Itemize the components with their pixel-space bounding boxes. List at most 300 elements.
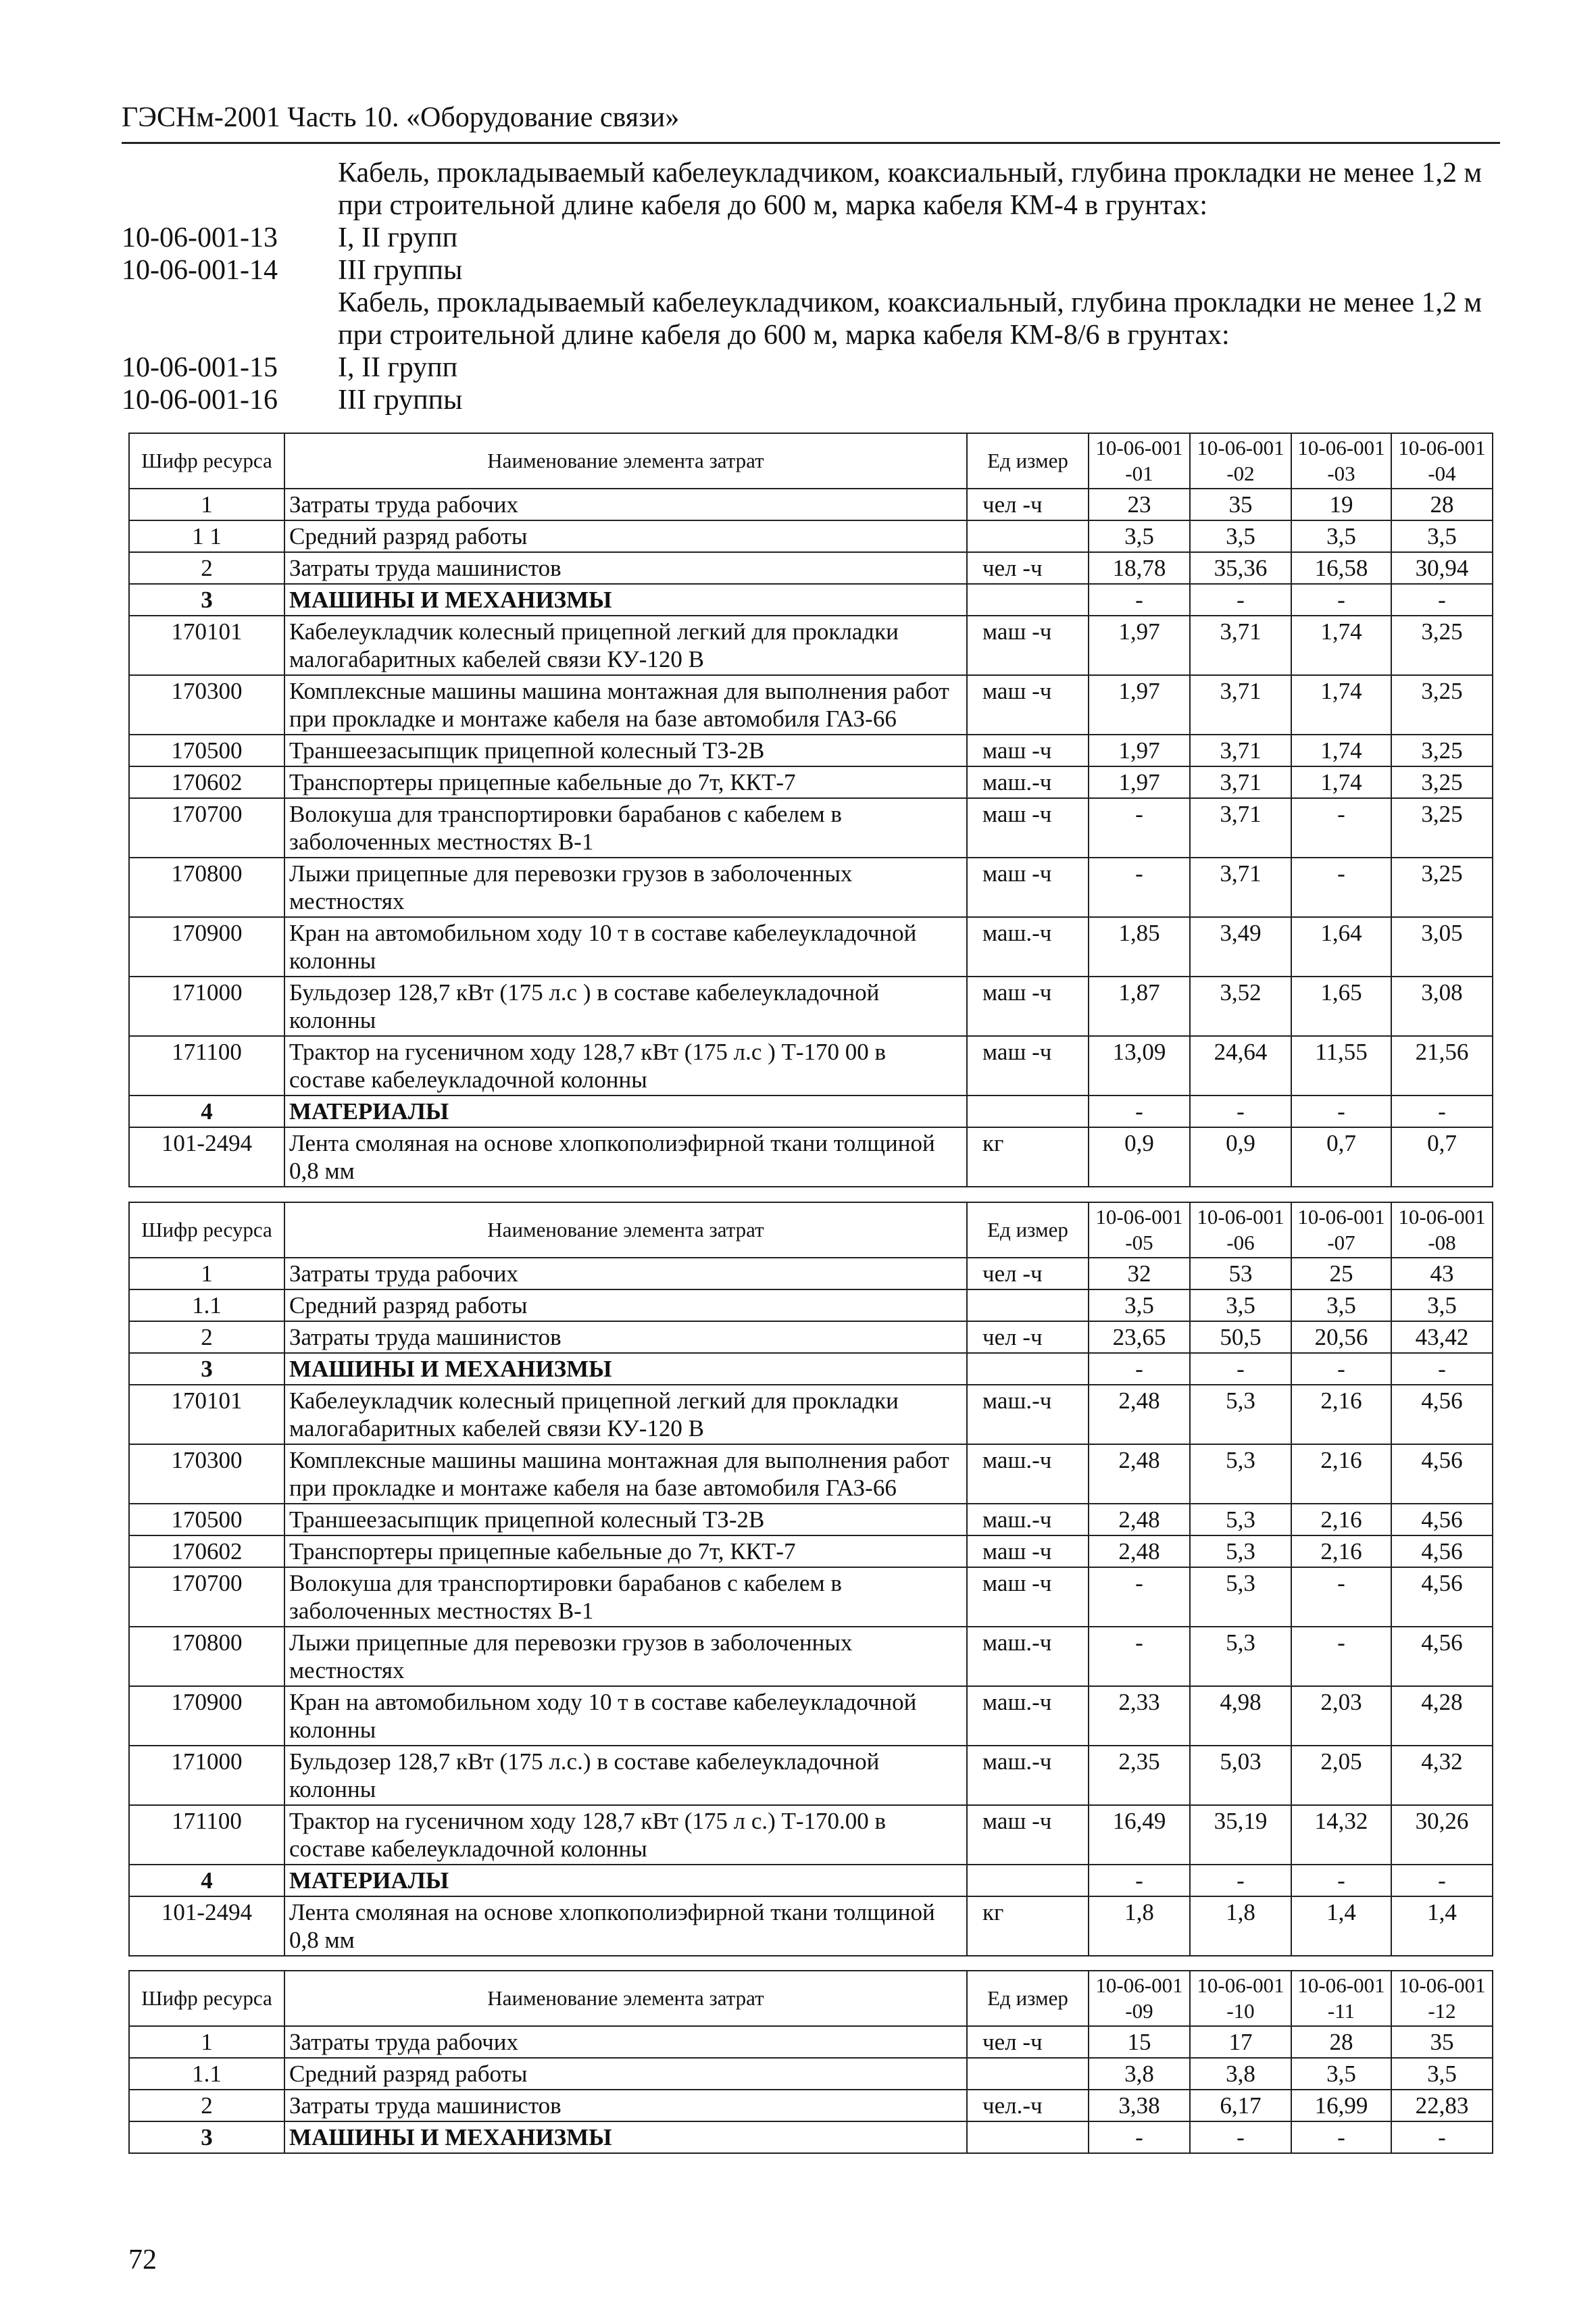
cell-name: Лыжи прицепные для перевозки грузов в заболоченных местностях	[284, 1627, 967, 1686]
cell-code: 170300	[129, 675, 284, 735]
header-norm-code: 10-06-001-02	[1190, 433, 1291, 489]
cell-value: 11,55	[1291, 1036, 1391, 1096]
cell-value: -	[1291, 1096, 1391, 1127]
header-norm-code: 10-06-001-11	[1291, 1971, 1391, 2026]
cell-value: 3,52	[1190, 977, 1291, 1036]
cell-code: 171100	[129, 1805, 284, 1865]
cell-value: 3,5	[1391, 1289, 1493, 1321]
cell-value: -	[1089, 584, 1190, 616]
cell-code: 170500	[129, 1504, 284, 1535]
cell-value: -	[1391, 1353, 1493, 1385]
section-row	[129, 1096, 1493, 1127]
cell-value: 14,32	[1291, 1805, 1391, 1865]
cell-value: 1,4	[1291, 1896, 1391, 1956]
cell-value: -	[1391, 2121, 1493, 2153]
cell-name: Средний разряд работы	[284, 2058, 967, 2090]
cell-value: 3,5	[1190, 1289, 1291, 1321]
intro-text: Кабель, прокладываемый кабелеукладчиком, коаксиальный, глубина прокладки не менее 1,2 м при строительной длине кабеля до 600 м, марка кабеля КМ-4 в грунтах:	[338, 157, 1482, 221]
header-norm-code: 10-06-001-03	[1291, 433, 1391, 489]
cell-value: 35,36	[1190, 552, 1291, 584]
cell-value: 15	[1089, 2026, 1190, 2058]
cell-unit: маш.-ч	[967, 1385, 1089, 1444]
cell-name: Кабелеукладчик колесный прицепной легкий для прокладки малогабаритных кабелей связи КУ-120 В	[284, 616, 967, 675]
cell-name: МАТЕРИАЛЫ	[284, 1865, 967, 1896]
cell-value: 6,17	[1190, 2090, 1291, 2121]
cell-value: 3,5	[1291, 520, 1391, 552]
cell-value: 28	[1391, 489, 1493, 520]
header-norm-code: 10-06-001-09	[1089, 1971, 1190, 2026]
cell-code: 4	[129, 1096, 284, 1127]
cell-value: -	[1190, 2121, 1291, 2153]
cell-unit	[967, 1353, 1089, 1385]
cell-value: 1,65	[1291, 977, 1391, 1036]
cell-name: Кран на автомобильном ходу 10 т в составе кабелеукладочной колонны	[284, 1686, 967, 1746]
header-name: Наименование элемента затрат	[284, 1971, 967, 2026]
cell-unit: чел.-ч	[967, 2090, 1089, 2121]
cell-value: 4,98	[1190, 1686, 1291, 1746]
cell-unit	[967, 1096, 1089, 1127]
cell-value: 35,19	[1190, 1805, 1291, 1865]
cell-value: 3,5	[1391, 2058, 1493, 2090]
cell-unit: маш.-ч	[967, 1504, 1089, 1535]
table-row	[129, 1321, 1493, 1353]
cell-value: 2,16	[1291, 1535, 1391, 1567]
cell-value: 3,8	[1190, 2058, 1291, 2090]
cell-value: 32	[1089, 1258, 1190, 1289]
table-row	[129, 616, 1493, 675]
table-row	[129, 977, 1493, 1036]
cell-value: -	[1089, 1627, 1190, 1686]
cell-value: 0,9	[1190, 1127, 1291, 1187]
cell-value: 2,35	[1089, 1746, 1190, 1805]
cell-unit: маш.-ч	[967, 1686, 1089, 1746]
cell-code: 170101	[129, 1385, 284, 1444]
cell-value: 2,48	[1089, 1535, 1190, 1567]
cell-value: 1,87	[1089, 977, 1190, 1036]
cell-name: Средний разряд работы	[284, 1289, 967, 1321]
cell-value: -	[1291, 584, 1391, 616]
table-row	[129, 2026, 1493, 2058]
cell-value: 4,56	[1391, 1627, 1493, 1686]
cell-code: 170602	[129, 1535, 284, 1567]
cell-name: Комплексные машины машина монтажная для выполнения работ при прокладке и монтаже кабеля на базе автомобиля ГАЗ-66	[284, 675, 967, 735]
section-row	[129, 1865, 1493, 1896]
cell-unit: маш -ч	[967, 798, 1089, 858]
header-name: Наименование элемента затрат	[284, 433, 967, 489]
section-row	[129, 2121, 1493, 2153]
cell-name: Затраты труда рабочих	[284, 2026, 967, 2058]
table-row	[129, 917, 1493, 977]
table-header-row	[129, 433, 1493, 489]
cell-name: Затраты труда рабочих	[284, 1258, 967, 1289]
cell-value: 35	[1391, 2026, 1493, 2058]
cell-value: 3,25	[1391, 735, 1493, 766]
cell-unit	[967, 1289, 1089, 1321]
intro-text: III группы	[338, 255, 463, 286]
table-row	[129, 2090, 1493, 2121]
cell-name: Лента смоляная на основе хлопкополиэфирной ткани толщиной 0,8 мм	[284, 1127, 967, 1187]
intro-text: III группы	[338, 385, 463, 416]
cell-value: 2,48	[1089, 1504, 1190, 1535]
cell-value: 4,28	[1391, 1686, 1493, 1746]
cell-code: 3	[129, 1353, 284, 1385]
cell-value: 5,3	[1190, 1535, 1291, 1567]
cell-name: Траншеезасыпщик прицепной колесный ТЗ-2В	[284, 735, 967, 766]
cell-value: 13,09	[1089, 1036, 1190, 1096]
cell-name: МАТЕРИАЛЫ	[284, 1096, 967, 1127]
cell-name: Затраты труда машинистов	[284, 2090, 967, 2121]
cell-value: 2,16	[1291, 1385, 1391, 1444]
cell-value: 5,3	[1190, 1627, 1291, 1686]
cell-value: 1,97	[1089, 766, 1190, 798]
cell-code: 3	[129, 584, 284, 616]
cell-unit: маш.-ч	[967, 1746, 1089, 1805]
cell-value: -	[1291, 1353, 1391, 1385]
header-code: Шифр ресурса	[129, 433, 284, 489]
cell-name: Транспортеры прицепные кабельные до 7т, ККТ-7	[284, 1535, 967, 1567]
cell-value: 16,49	[1089, 1805, 1190, 1865]
cell-value: 1,8	[1190, 1896, 1291, 1956]
intro-code	[122, 157, 338, 222]
cell-unit: маш -ч	[967, 675, 1089, 735]
cell-value: 2,16	[1291, 1444, 1391, 1504]
table-row	[129, 1746, 1493, 1805]
table-row	[129, 798, 1493, 858]
cell-value: 3,38	[1089, 2090, 1190, 2121]
cell-value: 3,25	[1391, 616, 1493, 675]
cell-unit: чел -ч	[967, 489, 1089, 520]
cell-value: -	[1291, 798, 1391, 858]
cell-value: 3,25	[1391, 798, 1493, 858]
table-header-row	[129, 1202, 1493, 1258]
cell-code: 101-2494	[129, 1127, 284, 1187]
cell-unit: маш.-ч	[967, 917, 1089, 977]
cell-unit: маш -ч	[967, 1535, 1089, 1567]
cell-value: -	[1291, 1627, 1391, 1686]
section-row	[129, 584, 1493, 616]
cell-code: 2	[129, 2090, 284, 2121]
table-row	[129, 1504, 1493, 1535]
header-norm-code: 10-06-001-04	[1391, 433, 1493, 489]
cell-value: 3,8	[1089, 2058, 1190, 2090]
header-norm-code: 10-06-001-10	[1190, 1971, 1291, 2026]
cell-value: 4,56	[1391, 1444, 1493, 1504]
cell-value: 3,5	[1291, 1289, 1391, 1321]
intro-line	[122, 222, 1507, 254]
header-code: Шифр ресурса	[129, 1971, 284, 2026]
cell-unit: кг	[967, 1127, 1089, 1187]
intro-text: Кабель, прокладываемый кабелеукладчиком, коаксиальный, глубина прокладки не менее 1,2 м при строительной длине кабеля до 600 м, марка кабеля КМ-8/6 в грунтах:	[338, 287, 1482, 351]
cell-name: Трактор на гусеничном ходу 128,7 кВт (175 л с.) Т-170.00 в составе кабелеукладочной колонны	[284, 1805, 967, 1865]
cell-value: 3,71	[1190, 675, 1291, 735]
cell-value: 3,71	[1190, 735, 1291, 766]
cell-code: 1	[129, 1258, 284, 1289]
cell-value: 17	[1190, 2026, 1291, 2058]
cell-code: 170602	[129, 766, 284, 798]
cell-unit: маш.-ч	[967, 1627, 1089, 1686]
cell-value: 1,97	[1089, 616, 1190, 675]
cell-value: 3,5	[1190, 520, 1291, 552]
cell-unit	[967, 2058, 1089, 2090]
intro-line	[122, 254, 1507, 287]
cell-value: 16,58	[1291, 552, 1391, 584]
cell-value: -	[1391, 1865, 1493, 1896]
cell-code: 171000	[129, 977, 284, 1036]
norms-table-2	[128, 1202, 1493, 1956]
cell-value: -	[1291, 858, 1391, 917]
table-row	[129, 858, 1493, 917]
table-row	[129, 1258, 1493, 1289]
cell-code: 3	[129, 2121, 284, 2153]
cell-value: 1,4	[1391, 1896, 1493, 1956]
header-norm-code: 10-06-001-07	[1291, 1202, 1391, 1258]
cell-value: -	[1190, 1865, 1291, 1896]
cell-name: Трактор на гусеничном ходу 128,7 кВт (175 л.с ) Т-170 00 в составе кабелеукладочной колонны	[284, 1036, 967, 1096]
cell-value: 43,42	[1391, 1321, 1493, 1353]
cell-value: 0,9	[1089, 1127, 1190, 1187]
cell-value: 43	[1391, 1258, 1493, 1289]
cell-name: МАШИНЫ И МЕХАНИЗМЫ	[284, 1353, 967, 1385]
cell-name: Кабелеукладчик колесный прицепной легкий для прокладки малогабаритных кабелей связи КУ-120 В	[284, 1385, 967, 1444]
cell-value: -	[1391, 584, 1493, 616]
intro-code: 10-06-001-16	[122, 385, 278, 416]
intro-line	[122, 287, 1507, 351]
cell-code: 4	[129, 1865, 284, 1896]
cell-code: 101-2494	[129, 1896, 284, 1956]
cell-name: Бульдозер 128,7 кВт (175 л.с ) в составе кабелеукладочной колонны	[284, 977, 967, 1036]
table-row	[129, 2058, 1493, 2090]
section-row	[129, 1353, 1493, 1385]
cell-value: 3,71	[1190, 858, 1291, 917]
cell-value: -	[1190, 584, 1291, 616]
cell-value: 3,25	[1391, 858, 1493, 917]
intro-line	[122, 157, 1507, 222]
cell-unit: кг	[967, 1896, 1089, 1956]
cell-name: Комплексные машины машина монтажная для выполнения работ при прокладке и монтаже кабеля на базе автомобиля ГАЗ-66	[284, 1444, 967, 1504]
cell-value: 5,3	[1190, 1567, 1291, 1627]
cell-unit: маш -ч	[967, 977, 1089, 1036]
cell-value: 3,49	[1190, 917, 1291, 977]
cell-value: 4,56	[1391, 1535, 1493, 1567]
cell-value: 3,05	[1391, 917, 1493, 977]
cell-value: 3,25	[1391, 675, 1493, 735]
cell-value: 3,71	[1190, 616, 1291, 675]
cell-name: МАШИНЫ И МЕХАНИЗМЫ	[284, 2121, 967, 2153]
cell-value: 23	[1089, 489, 1190, 520]
cell-value: 3,25	[1391, 766, 1493, 798]
cell-value: 2,48	[1089, 1385, 1190, 1444]
cell-code: 2	[129, 1321, 284, 1353]
cell-name: Траншеезасыпщик прицепной колесный ТЗ-2В	[284, 1504, 967, 1535]
cell-value: 19	[1291, 489, 1391, 520]
table-row	[129, 489, 1493, 520]
cell-value: 3,5	[1089, 1289, 1190, 1321]
cell-unit	[967, 584, 1089, 616]
cell-value: 53	[1190, 1258, 1291, 1289]
cell-unit: маш -ч	[967, 858, 1089, 917]
cell-value: 50,5	[1190, 1321, 1291, 1353]
header-unit: Ед измер	[967, 1971, 1089, 2026]
cell-unit: маш -ч	[967, 1036, 1089, 1096]
cell-unit	[967, 520, 1089, 552]
cell-value: 25	[1291, 1258, 1391, 1289]
cell-value: 1,74	[1291, 766, 1391, 798]
cell-value: 4,32	[1391, 1746, 1493, 1805]
norms-table-3	[128, 1970, 1493, 2154]
header-norm-code: 10-06-001-12	[1391, 1971, 1493, 2026]
cell-value: 5,3	[1190, 1385, 1291, 1444]
cell-value: 4,56	[1391, 1504, 1493, 1535]
cell-value: 2,03	[1291, 1686, 1391, 1746]
cell-unit: чел -ч	[967, 1258, 1089, 1289]
page-number: 72	[128, 2244, 157, 2275]
cell-name: Кран на автомобильном ходу 10 т в составе кабелеукладочной колонны	[284, 917, 967, 977]
cell-value: -	[1291, 1865, 1391, 1896]
intro-line	[122, 384, 1507, 416]
intro-code: 10-06-001-15	[122, 352, 278, 383]
cell-value: 5,3	[1190, 1504, 1291, 1535]
table-row	[129, 1627, 1493, 1686]
cell-value: 1,64	[1291, 917, 1391, 977]
cell-value: -	[1089, 1096, 1190, 1127]
cell-code: 1	[129, 489, 284, 520]
cell-value: 0,7	[1291, 1127, 1391, 1187]
cell-name: Затраты труда машинистов	[284, 552, 967, 584]
table-row	[129, 552, 1493, 584]
cell-value: 1,74	[1291, 616, 1391, 675]
cell-value: 22,83	[1391, 2090, 1493, 2121]
cell-unit: маш -ч	[967, 1567, 1089, 1627]
cell-value: 3,5	[1391, 520, 1493, 552]
cell-value: 1,74	[1291, 675, 1391, 735]
cell-value: -	[1089, 2121, 1190, 2153]
table-row	[129, 1686, 1493, 1746]
cell-value: 1,97	[1089, 675, 1190, 735]
header-code: Шифр ресурса	[129, 1202, 284, 1258]
cell-value: -	[1291, 2121, 1391, 2153]
intro-code: 10-06-001-14	[122, 255, 278, 286]
intro-block	[122, 157, 1507, 416]
cell-value: 2,48	[1089, 1444, 1190, 1504]
cell-value: 1,85	[1089, 917, 1190, 977]
cell-name: Лыжи прицепные для перевозки грузов в заболоченных местностях	[284, 858, 967, 917]
cell-code: 1.1	[129, 1289, 284, 1321]
cell-code: 171000	[129, 1746, 284, 1805]
cell-code: 170500	[129, 735, 284, 766]
cell-value: 28	[1291, 2026, 1391, 2058]
cell-value: 3,5	[1089, 520, 1190, 552]
cell-value: -	[1089, 1865, 1190, 1896]
cell-value: -	[1089, 858, 1190, 917]
header-unit: Ед измер	[967, 433, 1089, 489]
table-row	[129, 1127, 1493, 1187]
cell-code: 170300	[129, 1444, 284, 1504]
table-row	[129, 1805, 1493, 1865]
table-row	[129, 520, 1493, 552]
table-row	[129, 735, 1493, 766]
header-norm-code: 10-06-001-08	[1391, 1202, 1493, 1258]
cell-unit: маш -ч	[967, 1805, 1089, 1865]
intro-code	[122, 287, 338, 351]
cell-code: 1	[129, 2026, 284, 2058]
cell-value: -	[1291, 1567, 1391, 1627]
cell-value: 30,94	[1391, 552, 1493, 584]
cell-value: 3,71	[1190, 798, 1291, 858]
cell-value: 3,08	[1391, 977, 1493, 1036]
cell-code: 170101	[129, 616, 284, 675]
cell-name: Лента смоляная на основе хлопкополиэфирной ткани толщиной 0,8 мм	[284, 1896, 967, 1956]
table-header-row	[129, 1971, 1493, 2026]
cell-name: Бульдозер 128,7 кВт (175 л.с.) в составе кабелеукладочной колонны	[284, 1746, 967, 1805]
table-row	[129, 1385, 1493, 1444]
cell-code: 170700	[129, 1567, 284, 1627]
cell-value: 24,64	[1190, 1036, 1291, 1096]
intro-code: 10-06-001-13	[122, 222, 278, 253]
header-norm-code: 10-06-001-05	[1089, 1202, 1190, 1258]
cell-value: 18,78	[1089, 552, 1190, 584]
cell-code: 171100	[129, 1036, 284, 1096]
cell-value: 4,56	[1391, 1567, 1493, 1627]
cell-value: -	[1089, 798, 1190, 858]
cell-code: 170900	[129, 917, 284, 977]
cell-value: 1,8	[1089, 1896, 1190, 1956]
cell-code: 170700	[129, 798, 284, 858]
header-norm-code: 10-06-001-01	[1089, 433, 1190, 489]
cell-unit: чел -ч	[967, 552, 1089, 584]
cell-value: 3,5	[1291, 2058, 1391, 2090]
header-name: Наименование элемента затрат	[284, 1202, 967, 1258]
cell-value: 2,16	[1291, 1504, 1391, 1535]
cell-unit: маш.-ч	[967, 766, 1089, 798]
cell-value: -	[1190, 1096, 1291, 1127]
cell-unit	[967, 1865, 1089, 1896]
table-row	[129, 1444, 1493, 1504]
cell-code: 1.1	[129, 2058, 284, 2090]
table-row	[129, 1535, 1493, 1567]
cell-value: 20,56	[1291, 1321, 1391, 1353]
cell-value: 4,56	[1391, 1385, 1493, 1444]
cell-value: 30,26	[1391, 1805, 1493, 1865]
cell-unit	[967, 2121, 1089, 2153]
cell-code: 2	[129, 552, 284, 584]
cell-unit: маш.-ч	[967, 1444, 1089, 1504]
cell-value: -	[1089, 1353, 1190, 1385]
cell-value: 5,03	[1190, 1746, 1291, 1805]
cell-unit: маш -ч	[967, 735, 1089, 766]
cell-value: 5,3	[1190, 1444, 1291, 1504]
cell-value: 2,33	[1089, 1686, 1190, 1746]
cell-name: Волокуша для транспортировки барабанов с кабелем в заболоченных местностях В-1	[284, 1567, 967, 1627]
cell-value: 1,74	[1291, 735, 1391, 766]
cell-name: Затраты труда машинистов	[284, 1321, 967, 1353]
cell-value: 23,65	[1089, 1321, 1190, 1353]
cell-code: 170800	[129, 858, 284, 917]
header-unit: Ед измер	[967, 1202, 1089, 1258]
cell-value: 21,56	[1391, 1036, 1493, 1096]
cell-code: 170900	[129, 1686, 284, 1746]
table-row	[129, 766, 1493, 798]
intro-text: I, II групп	[338, 352, 458, 383]
cell-name: Средний разряд работы	[284, 520, 967, 552]
cell-value: 35	[1190, 489, 1291, 520]
cell-name: Затраты труда рабочих	[284, 489, 967, 520]
intro-line	[122, 351, 1507, 384]
table-row	[129, 675, 1493, 735]
cell-code: 1 1	[129, 520, 284, 552]
norms-table-1	[128, 433, 1493, 1187]
cell-name: Волокуша для транспортировки барабанов с кабелем в заболоченных местностях В-1	[284, 798, 967, 858]
cell-value: 0,7	[1391, 1127, 1493, 1187]
